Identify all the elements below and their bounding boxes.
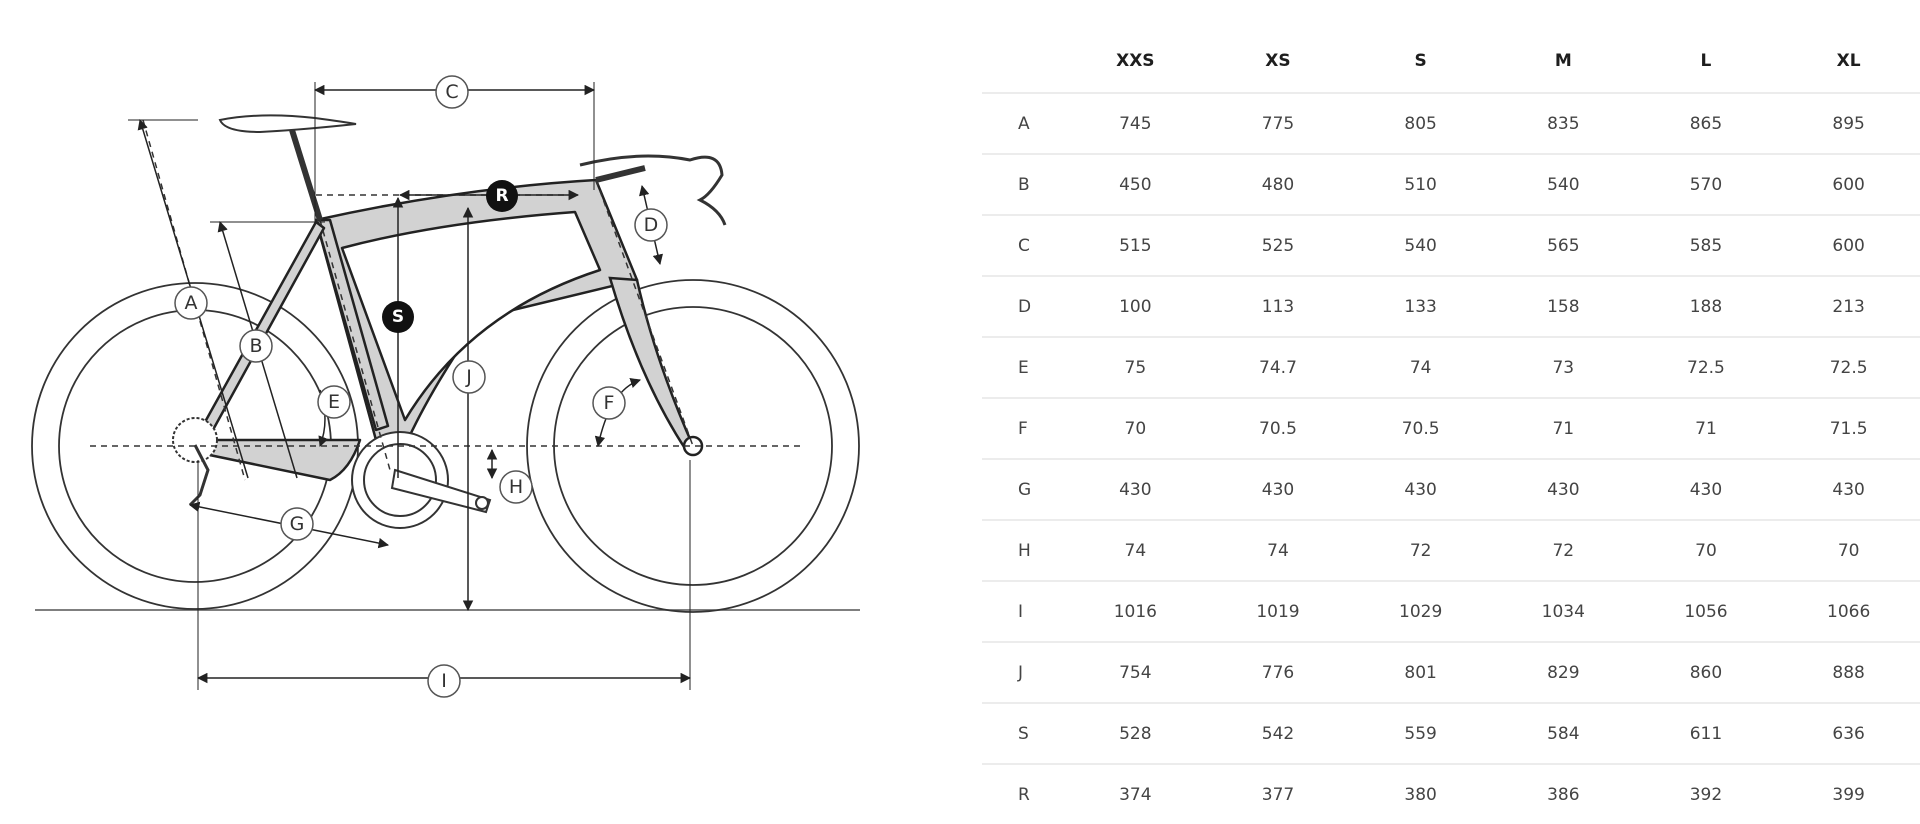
label-I bbox=[428, 665, 460, 697]
table-cell: 1056 bbox=[1635, 581, 1778, 642]
table-cell: 188 bbox=[1635, 276, 1778, 337]
table-cell: 540 bbox=[1349, 215, 1492, 276]
table-cell: 74.7 bbox=[1207, 337, 1350, 398]
label-E bbox=[318, 386, 350, 418]
table-cell: 71 bbox=[1492, 398, 1635, 459]
table-row bbox=[982, 764, 1920, 824]
label-B bbox=[240, 330, 272, 362]
table-cell: 480 bbox=[1207, 154, 1350, 215]
table-cell: 585 bbox=[1635, 215, 1778, 276]
table-cell: 584 bbox=[1492, 703, 1635, 764]
table-cell: 72.5 bbox=[1777, 337, 1920, 398]
label-J bbox=[453, 361, 485, 393]
size-header: L bbox=[1700, 51, 1712, 71]
table-cell: 1016 bbox=[1064, 581, 1207, 642]
svg-text:E: E bbox=[327, 391, 341, 413]
table-cell: 775 bbox=[1207, 93, 1350, 154]
row-label: H bbox=[982, 520, 1064, 581]
table-cell: 611 bbox=[1635, 703, 1778, 764]
table-cell: 74 bbox=[1207, 520, 1350, 581]
table-cell: 1034 bbox=[1492, 581, 1635, 642]
row-label: B bbox=[982, 154, 1064, 215]
table-cell: 113 bbox=[1207, 276, 1350, 337]
table-row bbox=[982, 520, 1920, 581]
table-cell: 745 bbox=[1064, 93, 1207, 154]
table-cell: 1019 bbox=[1207, 581, 1350, 642]
bike-geometry-diagram bbox=[0, 0, 960, 798]
svg-text:D: D bbox=[643, 214, 659, 236]
row-label: G bbox=[982, 459, 1064, 520]
table-cell: 70 bbox=[1777, 520, 1920, 581]
size-header: S bbox=[1414, 51, 1427, 71]
table-cell: 72.5 bbox=[1635, 337, 1778, 398]
row-label: R bbox=[982, 764, 1064, 824]
header-corner bbox=[982, 30, 1064, 93]
table-cell: 510 bbox=[1349, 154, 1492, 215]
table-cell: 71 bbox=[1635, 398, 1778, 459]
label-G bbox=[281, 508, 313, 540]
table-row bbox=[982, 93, 1920, 154]
cassette bbox=[173, 418, 217, 462]
size-header: XS bbox=[1265, 51, 1291, 71]
table-cell: 895 bbox=[1777, 93, 1920, 154]
table-row bbox=[982, 703, 1920, 764]
table-cell: 450 bbox=[1064, 154, 1207, 215]
table-cell: 835 bbox=[1492, 93, 1635, 154]
svg-text:H: H bbox=[508, 476, 524, 498]
size-header: XL bbox=[1836, 51, 1861, 71]
label-F bbox=[593, 387, 625, 419]
table-cell: 600 bbox=[1777, 154, 1920, 215]
table-cell: 392 bbox=[1635, 764, 1778, 824]
svg-text:F: F bbox=[603, 392, 615, 414]
row-label: F bbox=[982, 398, 1064, 459]
table-cell: 540 bbox=[1492, 154, 1635, 215]
table-cell: 754 bbox=[1064, 642, 1207, 703]
size-header: M bbox=[1554, 51, 1572, 71]
table-cell: 430 bbox=[1635, 459, 1778, 520]
table-row bbox=[982, 581, 1920, 642]
table-cell: 71.5 bbox=[1777, 398, 1920, 459]
table-cell: 72 bbox=[1492, 520, 1635, 581]
svg-text:I: I bbox=[441, 670, 447, 692]
table-cell: 72 bbox=[1349, 520, 1492, 581]
table-cell: 73 bbox=[1492, 337, 1635, 398]
row-label: E bbox=[982, 337, 1064, 398]
svg-text:S: S bbox=[391, 307, 405, 327]
table-cell: 70 bbox=[1635, 520, 1778, 581]
row-label: A bbox=[982, 93, 1064, 154]
table-cell: 559 bbox=[1349, 703, 1492, 764]
table-row bbox=[982, 215, 1920, 276]
table-cell: 528 bbox=[1064, 703, 1207, 764]
label-A bbox=[175, 287, 207, 319]
saddle bbox=[220, 115, 356, 132]
table-cell: 525 bbox=[1207, 215, 1350, 276]
pedal-axle bbox=[476, 497, 488, 509]
table-cell: 570 bbox=[1635, 154, 1778, 215]
table-cell: 70.5 bbox=[1207, 398, 1350, 459]
table-cell: 374 bbox=[1064, 764, 1207, 824]
table-cell: 1029 bbox=[1349, 581, 1492, 642]
label-S bbox=[382, 301, 414, 333]
table-header-row bbox=[982, 30, 1920, 93]
table-cell: 888 bbox=[1777, 642, 1920, 703]
table-row bbox=[982, 276, 1920, 337]
table-cell: 515 bbox=[1064, 215, 1207, 276]
table-cell: 386 bbox=[1492, 764, 1635, 824]
table-cell: 805 bbox=[1349, 93, 1492, 154]
table-cell: 399 bbox=[1777, 764, 1920, 824]
svg-text:J: J bbox=[466, 366, 472, 388]
table-row bbox=[982, 337, 1920, 398]
table-cell: 74 bbox=[1349, 337, 1492, 398]
table-cell: 70.5 bbox=[1349, 398, 1492, 459]
table-cell: 70 bbox=[1064, 398, 1207, 459]
svg-text:A: A bbox=[184, 292, 198, 314]
table-row bbox=[982, 642, 1920, 703]
table-cell: 865 bbox=[1635, 93, 1778, 154]
table-cell: 636 bbox=[1777, 703, 1920, 764]
table-cell: 100 bbox=[1064, 276, 1207, 337]
label-C bbox=[436, 76, 468, 108]
geometry-table bbox=[982, 30, 1920, 824]
size-header: XXS bbox=[1116, 51, 1155, 71]
row-label: J bbox=[982, 642, 1064, 703]
table-row bbox=[982, 154, 1920, 215]
table-row bbox=[982, 459, 1920, 520]
label-D bbox=[635, 209, 667, 241]
table-row bbox=[982, 398, 1920, 459]
table-cell: 158 bbox=[1492, 276, 1635, 337]
table-cell: 776 bbox=[1207, 642, 1350, 703]
table-cell: 380 bbox=[1349, 764, 1492, 824]
table-cell: 377 bbox=[1207, 764, 1350, 824]
table-cell: 430 bbox=[1492, 459, 1635, 520]
svg-text:G: G bbox=[289, 513, 305, 535]
table-cell: 542 bbox=[1207, 703, 1350, 764]
table-cell: 600 bbox=[1777, 215, 1920, 276]
table-cell: 829 bbox=[1492, 642, 1635, 703]
table-cell: 430 bbox=[1349, 459, 1492, 520]
table-cell: 430 bbox=[1207, 459, 1350, 520]
table-cell: 430 bbox=[1064, 459, 1207, 520]
seatpost bbox=[292, 130, 320, 220]
svg-text:B: B bbox=[249, 335, 263, 357]
svg-text:R: R bbox=[495, 186, 509, 206]
row-label: S bbox=[982, 703, 1064, 764]
table-cell: 1066 bbox=[1777, 581, 1920, 642]
table-cell: 860 bbox=[1635, 642, 1778, 703]
table-cell: 565 bbox=[1492, 215, 1635, 276]
table-cell: 74 bbox=[1064, 520, 1207, 581]
fork bbox=[610, 278, 693, 450]
svg-text:C: C bbox=[445, 81, 459, 103]
table-cell: 75 bbox=[1064, 337, 1207, 398]
table-cell: 801 bbox=[1349, 642, 1492, 703]
stem bbox=[596, 168, 645, 180]
row-label: D bbox=[982, 276, 1064, 337]
table-cell: 213 bbox=[1777, 276, 1920, 337]
table-cell: 133 bbox=[1349, 276, 1492, 337]
row-label: C bbox=[982, 215, 1064, 276]
row-label: I bbox=[982, 581, 1064, 642]
label-H bbox=[500, 471, 532, 503]
table-body bbox=[982, 93, 1920, 824]
table-cell: 430 bbox=[1777, 459, 1920, 520]
label-R bbox=[486, 180, 518, 212]
